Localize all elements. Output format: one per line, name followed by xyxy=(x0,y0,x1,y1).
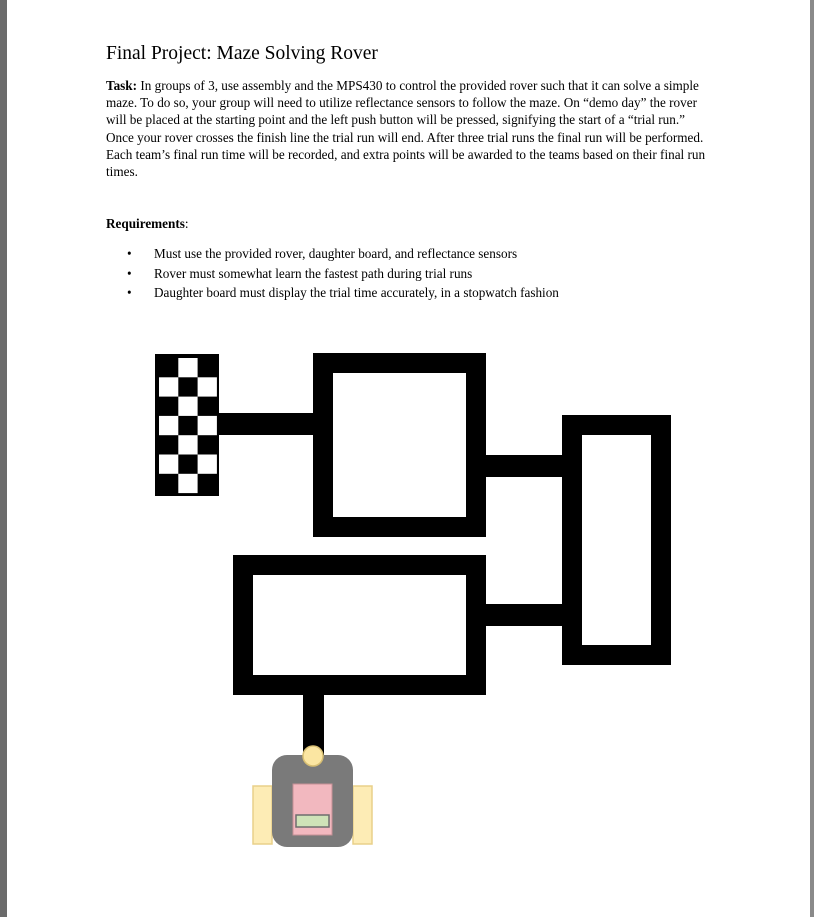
finish-flag-square xyxy=(178,435,197,454)
bullet-icon: • xyxy=(127,265,132,281)
maze-loop-right xyxy=(572,425,661,655)
finish-flag-square xyxy=(178,358,197,377)
requirement-text: Daughter board must display the trial time accurately, in a stopwatch fashion xyxy=(154,285,559,300)
maze-path-upper-right xyxy=(486,455,572,477)
rover-display xyxy=(296,815,329,827)
task-text: In groups of 3, use assembly and the MPS430 to control the provided rover such that it can solve a simple maze. To do so, your group will need to utilize reflectance sensors to follow the maze. On “demo day” the rover will be placed at the starting point and the left push button will be pressed, signifying the start of a “trial run.” Once your rover crosses the finish line the trial run will end. After three trial runs the final run will be performed. Each team’s final run time will be recorded, and extra points will be awarded to the teams based on their final run times. xyxy=(106,78,706,180)
finish-flag-square xyxy=(198,416,217,435)
requirement-text: Must use the provided rover, daughter board, and reflectance sensors xyxy=(154,246,518,261)
maze-diagram xyxy=(7,0,810,917)
finish-flag-square xyxy=(178,474,197,493)
finish-flag-square xyxy=(159,416,178,435)
finish-flag-square xyxy=(198,377,217,396)
bullet-icon: • xyxy=(127,246,132,261)
rover-left-wheel xyxy=(253,786,272,844)
finish-flag-square xyxy=(178,397,197,416)
bullet-icon: • xyxy=(127,285,132,300)
rover xyxy=(253,746,372,847)
finish-flag-square xyxy=(159,455,178,474)
maze-path-finish xyxy=(219,413,315,435)
rover-right-wheel xyxy=(353,786,372,844)
requirement-text: Rover must somewhat learn the fastest path during trial runs xyxy=(154,265,473,281)
maze-loop-upper xyxy=(323,363,476,527)
rover-sensor xyxy=(303,746,323,766)
finish-flag-square xyxy=(159,377,178,396)
page-title: Final Project: Maze Solving Rover xyxy=(106,43,378,64)
maze-path-lower-right xyxy=(486,604,572,626)
finish-flag xyxy=(155,354,219,496)
finish-flag-square xyxy=(198,455,217,474)
task-label: Task: xyxy=(106,78,138,93)
requirements-label: Requirements xyxy=(106,216,185,231)
maze-loop-lower xyxy=(243,565,476,685)
requirements-colon: : xyxy=(184,216,189,231)
